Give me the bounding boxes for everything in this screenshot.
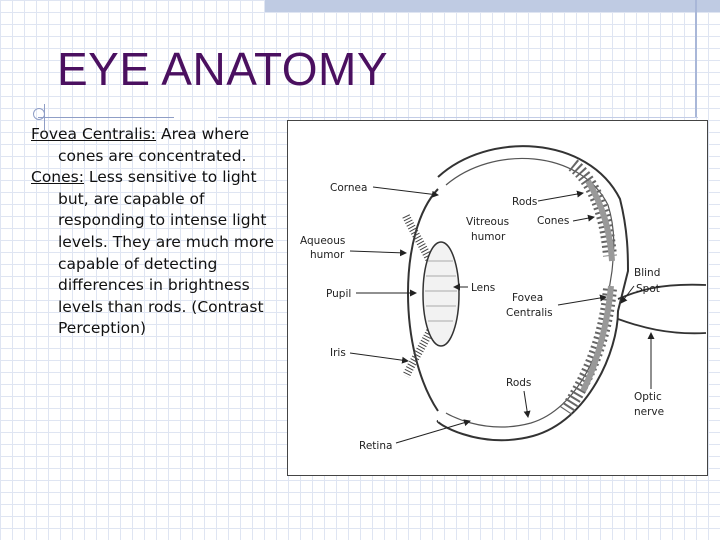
label-blind-1: Blind bbox=[634, 267, 661, 279]
eye-diagram bbox=[288, 121, 707, 475]
term-cones: Cones: bbox=[31, 168, 84, 187]
paragraph-cones bbox=[31, 167, 279, 340]
title-underline bbox=[38, 117, 174, 118]
label-retina: Retina bbox=[359, 440, 393, 452]
label-vitreous-1: Vitreous bbox=[466, 216, 510, 228]
right-decor-rule bbox=[695, 0, 697, 118]
leader-rods-top bbox=[538, 193, 583, 201]
label-fovea-2: Centralis bbox=[506, 307, 553, 319]
label-iris: Iris bbox=[330, 347, 346, 359]
label-blind-2: Spot bbox=[636, 283, 660, 295]
body-text bbox=[31, 124, 279, 340]
leader-rods-bottom bbox=[524, 391, 528, 417]
eye-diagram-figure bbox=[287, 120, 708, 476]
label-rods-top: Rods bbox=[512, 196, 538, 208]
optic-nerve-top bbox=[618, 285, 706, 299]
definition-cones: Less sensitive to light but, are capable of responding to intense light levels. They are much more capable of detecting differences in brightness levels than rods. (Contrast Perception) bbox=[58, 168, 275, 338]
leader-cones bbox=[573, 217, 594, 221]
paragraph-fovea bbox=[31, 124, 279, 167]
label-optic-1: Optic bbox=[634, 391, 662, 403]
label-rods-bottom: Rods bbox=[506, 377, 532, 389]
leader-cornea bbox=[373, 187, 438, 195]
retina-band-lower bbox=[566, 289, 610, 411]
corner-mark-circle bbox=[33, 108, 45, 120]
optic-nerve-bottom bbox=[618, 319, 706, 333]
label-fovea-1: Fovea bbox=[512, 292, 544, 304]
leader-iris bbox=[350, 353, 408, 361]
leader-aqueous bbox=[350, 251, 406, 253]
label-cones: Cones bbox=[537, 215, 570, 227]
label-aqueous-2: humor bbox=[310, 249, 345, 261]
label-vitreous-2: humor bbox=[471, 231, 506, 243]
leader-fovea bbox=[558, 297, 606, 305]
lens bbox=[423, 242, 459, 346]
label-lens: Lens bbox=[471, 282, 496, 294]
slide-title: EYE ANATOMY bbox=[57, 43, 389, 95]
top-decor-band bbox=[265, 0, 720, 12]
label-cornea: Cornea bbox=[330, 182, 368, 194]
label-optic-2: nerve bbox=[634, 406, 665, 418]
title-underline-right bbox=[218, 117, 698, 118]
label-pupil: Pupil bbox=[326, 288, 352, 300]
label-aqueous-1: Aqueous bbox=[300, 235, 346, 247]
definition-fovea: Area where cones are concentrated. bbox=[58, 125, 250, 165]
term-fovea: Fovea Centralis: bbox=[31, 125, 157, 143]
